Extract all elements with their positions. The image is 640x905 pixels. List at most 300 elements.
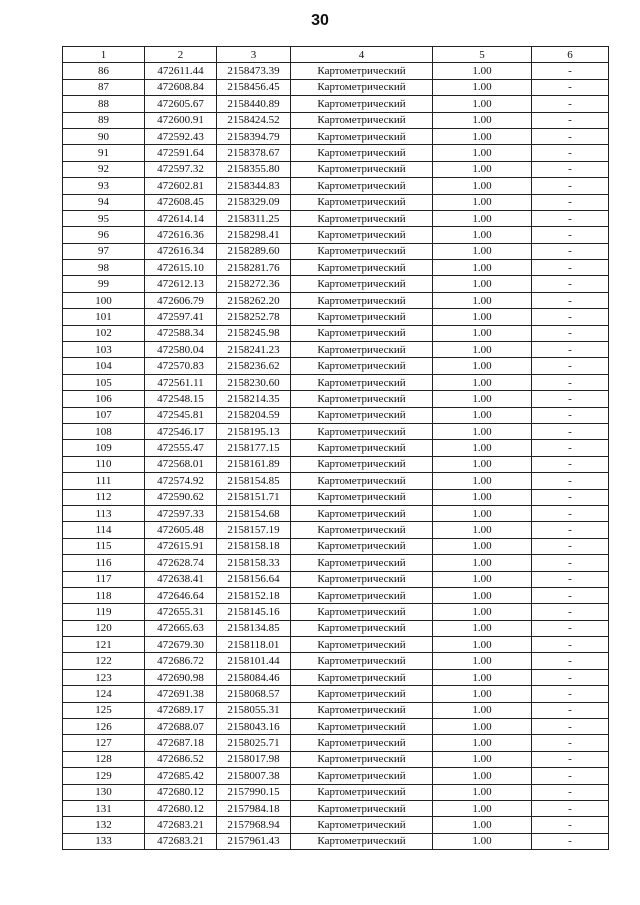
method-cell: Картометрический [291,784,433,800]
note-cell: - [532,374,609,390]
method-cell: Картометрический [291,407,433,423]
note-cell: - [532,276,609,292]
method-cell: Картометрический [291,522,433,538]
note-cell: - [532,194,609,210]
y-coordinate-cell: 2158134.85 [217,620,291,636]
method-cell: Картометрический [291,342,433,358]
note-cell: - [532,555,609,571]
x-coordinate-cell: 472568.01 [145,456,217,472]
accuracy-cell: 1.00 [433,243,532,259]
x-coordinate-cell: 472592.43 [145,128,217,144]
note-cell: - [532,161,609,177]
method-cell: Картометрический [291,489,433,505]
accuracy-cell: 1.00 [433,440,532,456]
table-row [63,260,609,276]
note-cell: - [532,96,609,112]
y-coordinate-cell: 2158214.35 [217,391,291,407]
point-number-cell: 117 [63,571,145,587]
accuracy-cell: 1.00 [433,194,532,210]
table-row [63,473,609,489]
x-coordinate-cell: 472612.13 [145,276,217,292]
note-cell: - [532,227,609,243]
table-row [63,669,609,685]
table-row [63,505,609,521]
accuracy-cell: 1.00 [433,79,532,95]
table-row [63,407,609,423]
y-coordinate-cell: 2158245.98 [217,325,291,341]
accuracy-cell: 1.00 [433,260,532,276]
y-coordinate-cell: 2158473.39 [217,63,291,79]
method-cell: Картометрический [291,391,433,407]
accuracy-cell: 1.00 [433,473,532,489]
table-row [63,817,609,833]
table-row [63,325,609,341]
method-cell: Картометрический [291,669,433,685]
point-number-cell: 132 [63,817,145,833]
method-cell: Картометрический [291,423,433,439]
method-cell: Картометрический [291,63,433,79]
table-row [63,735,609,751]
point-number-cell: 110 [63,456,145,472]
accuracy-cell: 1.00 [433,735,532,751]
y-coordinate-cell: 2158007.38 [217,768,291,784]
x-coordinate-cell: 472615.10 [145,260,217,276]
note-cell: - [532,210,609,226]
table-row [63,358,609,374]
point-number-cell: 121 [63,637,145,653]
point-number-cell: 87 [63,79,145,95]
x-coordinate-cell: 472591.64 [145,145,217,161]
method-cell: Картометрический [291,243,433,259]
method-cell: Картометрический [291,194,433,210]
x-coordinate-cell: 472646.64 [145,587,217,603]
y-coordinate-cell: 2158378.67 [217,145,291,161]
y-coordinate-cell: 2158311.25 [217,210,291,226]
coordinates-table [62,46,609,850]
table-row [63,342,609,358]
x-coordinate-cell: 472611.44 [145,63,217,79]
table-row [63,145,609,161]
table-body [63,63,609,850]
x-coordinate-cell: 472615.91 [145,538,217,554]
note-cell: - [532,538,609,554]
y-coordinate-cell: 2158017.98 [217,751,291,767]
table-row [63,227,609,243]
point-number-cell: 118 [63,587,145,603]
point-number-cell: 90 [63,128,145,144]
y-coordinate-cell: 2158161.89 [217,456,291,472]
accuracy-cell: 1.00 [433,178,532,194]
method-cell: Картометрический [291,456,433,472]
point-number-cell: 107 [63,407,145,423]
accuracy-cell: 1.00 [433,489,532,505]
point-number-cell: 92 [63,161,145,177]
point-number-cell: 89 [63,112,145,128]
method-cell: Картометрический [291,112,433,128]
x-coordinate-cell: 472683.21 [145,817,217,833]
note-cell: - [532,669,609,685]
y-coordinate-cell: 2158177.15 [217,440,291,456]
x-coordinate-cell: 472679.30 [145,637,217,653]
table-row [63,653,609,669]
table-row [63,686,609,702]
method-cell: Картометрический [291,473,433,489]
accuracy-cell: 1.00 [433,391,532,407]
point-number-cell: 100 [63,292,145,308]
x-coordinate-cell: 472685.42 [145,768,217,784]
accuracy-cell: 1.00 [433,161,532,177]
note-cell: - [532,440,609,456]
table-row [63,587,609,603]
accuracy-cell: 1.00 [433,276,532,292]
method-cell: Картометрический [291,96,433,112]
note-cell: - [532,292,609,308]
accuracy-cell: 1.00 [433,374,532,390]
point-number-cell: 109 [63,440,145,456]
accuracy-cell: 1.00 [433,538,532,554]
table-row [63,538,609,554]
y-coordinate-cell: 2158158.18 [217,538,291,554]
x-coordinate-cell: 472608.84 [145,79,217,95]
point-number-cell: 91 [63,145,145,161]
x-coordinate-cell: 472608.45 [145,194,217,210]
point-number-cell: 128 [63,751,145,767]
method-cell: Картометрический [291,538,433,554]
note-cell: - [532,702,609,718]
x-coordinate-cell: 472597.33 [145,505,217,521]
point-number-cell: 124 [63,686,145,702]
accuracy-cell: 1.00 [433,751,532,767]
note-cell: - [532,489,609,505]
x-coordinate-cell: 472602.81 [145,178,217,194]
note-cell: - [532,522,609,538]
y-coordinate-cell: 2157990.15 [217,784,291,800]
y-coordinate-cell: 2157961.43 [217,833,291,849]
accuracy-cell: 1.00 [433,358,532,374]
y-coordinate-cell: 2158145.16 [217,604,291,620]
point-number-cell: 115 [63,538,145,554]
note-cell: - [532,145,609,161]
method-cell: Картометрический [291,227,433,243]
x-coordinate-cell: 472628.74 [145,555,217,571]
accuracy-cell: 1.00 [433,800,532,816]
method-cell: Картометрический [291,79,433,95]
point-number-cell: 95 [63,210,145,226]
note-cell: - [532,243,609,259]
x-coordinate-cell: 472686.72 [145,653,217,669]
method-cell: Картометрический [291,751,433,767]
table-row [63,768,609,784]
column-header-4: 4 [291,47,433,63]
method-cell: Картометрический [291,702,433,718]
table-row [63,292,609,308]
table-row [63,522,609,538]
point-number-cell: 133 [63,833,145,849]
y-coordinate-cell: 2158281.76 [217,260,291,276]
point-number-cell: 116 [63,555,145,571]
method-cell: Картометрический [291,719,433,735]
note-cell: - [532,391,609,407]
method-cell: Картометрический [291,768,433,784]
x-coordinate-cell: 472600.91 [145,112,217,128]
note-cell: - [532,784,609,800]
point-number-cell: 102 [63,325,145,341]
x-coordinate-cell: 472691.38 [145,686,217,702]
point-number-cell: 120 [63,620,145,636]
point-number-cell: 113 [63,505,145,521]
table-row [63,719,609,735]
accuracy-cell: 1.00 [433,587,532,603]
point-number-cell: 126 [63,719,145,735]
note-cell: - [532,456,609,472]
x-coordinate-cell: 472680.12 [145,800,217,816]
note-cell: - [532,768,609,784]
table-row [63,309,609,325]
point-number-cell: 112 [63,489,145,505]
accuracy-cell: 1.00 [433,702,532,718]
accuracy-cell: 1.00 [433,653,532,669]
note-cell: - [532,260,609,276]
method-cell: Картометрический [291,833,433,849]
accuracy-cell: 1.00 [433,292,532,308]
method-cell: Картометрический [291,571,433,587]
point-number-cell: 129 [63,768,145,784]
point-number-cell: 101 [63,309,145,325]
table-row [63,210,609,226]
method-cell: Картометрический [291,145,433,161]
point-number-cell: 88 [63,96,145,112]
accuracy-cell: 1.00 [433,96,532,112]
x-coordinate-cell: 472638.41 [145,571,217,587]
method-cell: Картометрический [291,374,433,390]
page-number: 30 [311,12,329,29]
y-coordinate-cell: 2158241.23 [217,342,291,358]
table-row [63,440,609,456]
y-coordinate-cell: 2158394.79 [217,128,291,144]
y-coordinate-cell: 2158344.83 [217,178,291,194]
table-row [63,555,609,571]
column-header-3: 3 [217,47,291,63]
x-coordinate-cell: 472570.83 [145,358,217,374]
table-row [63,784,609,800]
y-coordinate-cell: 2158195.13 [217,423,291,439]
accuracy-cell: 1.00 [433,145,532,161]
table-row [63,276,609,292]
table-row [63,161,609,177]
x-coordinate-cell: 472686.52 [145,751,217,767]
accuracy-cell: 1.00 [433,669,532,685]
x-coordinate-cell: 472597.41 [145,309,217,325]
table-row [63,800,609,816]
x-coordinate-cell: 472616.34 [145,243,217,259]
point-number-cell: 104 [63,358,145,374]
x-coordinate-cell: 472688.07 [145,719,217,735]
column-header-2: 2 [145,47,217,63]
method-cell: Картометрический [291,653,433,669]
accuracy-cell: 1.00 [433,817,532,833]
y-coordinate-cell: 2158252.78 [217,309,291,325]
x-coordinate-cell: 472606.79 [145,292,217,308]
accuracy-cell: 1.00 [433,227,532,243]
accuracy-cell: 1.00 [433,555,532,571]
note-cell: - [532,817,609,833]
x-coordinate-cell: 472680.12 [145,784,217,800]
x-coordinate-cell: 472614.14 [145,210,217,226]
y-coordinate-cell: 2158043.16 [217,719,291,735]
note-cell: - [532,325,609,341]
accuracy-cell: 1.00 [433,210,532,226]
x-coordinate-cell: 472580.04 [145,342,217,358]
note-cell: - [532,833,609,849]
accuracy-cell: 1.00 [433,423,532,439]
note-cell: - [532,63,609,79]
table-row [63,128,609,144]
y-coordinate-cell: 2158055.31 [217,702,291,718]
method-cell: Картометрический [291,309,433,325]
x-coordinate-cell: 472605.48 [145,522,217,538]
table-row [63,833,609,849]
point-number-cell: 119 [63,604,145,620]
note-cell: - [532,309,609,325]
note-cell: - [532,128,609,144]
y-coordinate-cell: 2158236.62 [217,358,291,374]
method-cell: Картометрический [291,800,433,816]
point-number-cell: 98 [63,260,145,276]
point-number-cell: 130 [63,784,145,800]
accuracy-cell: 1.00 [433,620,532,636]
y-coordinate-cell: 2158298.41 [217,227,291,243]
x-coordinate-cell: 472574.92 [145,473,217,489]
point-number-cell: 94 [63,194,145,210]
note-cell: - [532,604,609,620]
x-coordinate-cell: 472683.21 [145,833,217,849]
point-number-cell: 103 [63,342,145,358]
table-row [63,96,609,112]
note-cell: - [532,800,609,816]
y-coordinate-cell: 2158456.45 [217,79,291,95]
note-cell: - [532,653,609,669]
y-coordinate-cell: 2158289.60 [217,243,291,259]
note-cell: - [532,686,609,702]
table-row [63,423,609,439]
y-coordinate-cell: 2158204.59 [217,407,291,423]
y-coordinate-cell: 2158152.18 [217,587,291,603]
note-cell: - [532,620,609,636]
point-number-cell: 108 [63,423,145,439]
accuracy-cell: 1.00 [433,63,532,79]
x-coordinate-cell: 472689.17 [145,702,217,718]
point-number-cell: 106 [63,391,145,407]
table-row [63,374,609,390]
y-coordinate-cell: 2158440.89 [217,96,291,112]
note-cell: - [532,751,609,767]
y-coordinate-cell: 2158154.68 [217,505,291,521]
note-cell: - [532,637,609,653]
point-number-cell: 123 [63,669,145,685]
x-coordinate-cell: 472545.81 [145,407,217,423]
x-coordinate-cell: 472561.11 [145,374,217,390]
point-number-cell: 127 [63,735,145,751]
table-row [63,604,609,620]
point-number-cell: 122 [63,653,145,669]
accuracy-cell: 1.00 [433,719,532,735]
accuracy-cell: 1.00 [433,112,532,128]
method-cell: Картометрический [291,276,433,292]
table-row [63,637,609,653]
point-number-cell: 99 [63,276,145,292]
note-cell: - [532,587,609,603]
accuracy-cell: 1.00 [433,604,532,620]
point-number-cell: 105 [63,374,145,390]
point-number-cell: 114 [63,522,145,538]
point-number-cell: 97 [63,243,145,259]
x-coordinate-cell: 472690.98 [145,669,217,685]
note-cell: - [532,571,609,587]
column-header-6: 6 [532,47,609,63]
table-row [63,751,609,767]
accuracy-cell: 1.00 [433,833,532,849]
x-coordinate-cell: 472546.17 [145,423,217,439]
note-cell: - [532,423,609,439]
method-cell: Картометрический [291,358,433,374]
x-coordinate-cell: 472605.67 [145,96,217,112]
accuracy-cell: 1.00 [433,456,532,472]
table-row [63,391,609,407]
method-cell: Картометрический [291,735,433,751]
x-coordinate-cell: 472588.34 [145,325,217,341]
method-cell: Картометрический [291,587,433,603]
method-cell: Картометрический [291,161,433,177]
note-cell: - [532,178,609,194]
method-cell: Картометрический [291,210,433,226]
note-cell: - [532,79,609,95]
x-coordinate-cell: 472597.32 [145,161,217,177]
note-cell: - [532,342,609,358]
table-row [63,194,609,210]
y-coordinate-cell: 2158025.71 [217,735,291,751]
accuracy-cell: 1.00 [433,128,532,144]
method-cell: Картометрический [291,178,433,194]
method-cell: Картометрический [291,440,433,456]
method-cell: Картометрический [291,325,433,341]
accuracy-cell: 1.00 [433,505,532,521]
table-row [63,456,609,472]
method-cell: Картометрический [291,817,433,833]
accuracy-cell: 1.00 [433,522,532,538]
y-coordinate-cell: 2158151.71 [217,489,291,505]
accuracy-cell: 1.00 [433,407,532,423]
table-row [63,63,609,79]
note-cell: - [532,112,609,128]
point-number-cell: 86 [63,63,145,79]
x-coordinate-cell: 472687.18 [145,735,217,751]
method-cell: Картометрический [291,637,433,653]
x-coordinate-cell: 472655.31 [145,604,217,620]
x-coordinate-cell: 472590.62 [145,489,217,505]
note-cell: - [532,719,609,735]
note-cell: - [532,505,609,521]
accuracy-cell: 1.00 [433,784,532,800]
table-row [63,112,609,128]
accuracy-cell: 1.00 [433,637,532,653]
note-cell: - [532,407,609,423]
method-cell: Картометрический [291,292,433,308]
point-number-cell: 93 [63,178,145,194]
accuracy-cell: 1.00 [433,342,532,358]
y-coordinate-cell: 2157984.18 [217,800,291,816]
x-coordinate-cell: 472616.36 [145,227,217,243]
column-header-5: 5 [433,47,532,63]
